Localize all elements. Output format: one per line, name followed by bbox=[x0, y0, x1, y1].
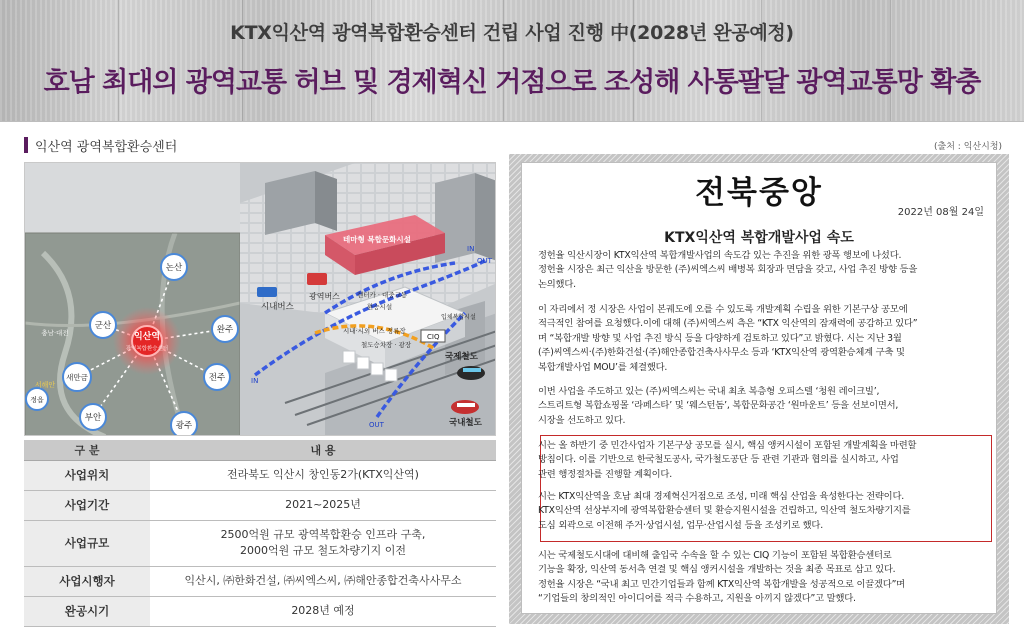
article-paragraph: 정헌율 익산시장이 KTX익산역 복합개발사업의 속도감 있는 추진을 위한 광폭 행보에 나섰다. 정헌율 시장은 최근 익산을 방문한 (주)씨엑스씨 배병복 회장과 면담을 갖고, 사업 추진 방향 등을 논의했다. bbox=[538, 250, 918, 290]
table-row bbox=[24, 566, 496, 596]
row-label: 사업기간 bbox=[24, 490, 150, 520]
city-label: 정읍 bbox=[30, 396, 44, 404]
article-paragraph: 이번 사업을 주도하고 있는 (주)씨엑스씨는 국내 최초 복층형 오피스텔 ‘청원 레이크빌’, 스트리트형 복합쇼핑몰 ‘라페스타’ 및 ‘웨스턴돔’, 복합문화공간 ‘원마운트’ 등을 선보이면서, 시장을 선도하고 있다. bbox=[538, 386, 899, 426]
diagram-label-facility: 테마형 복합문화시설 bbox=[343, 235, 411, 244]
article-date: 2022년 08월 24일 bbox=[897, 207, 984, 218]
banner-subtitle: KTX익산역 광역복합환승센터 건립 사업 진행 中(2028년 완공예정) bbox=[230, 22, 794, 44]
diagram-label-intl-rail: 국제철도 bbox=[445, 352, 478, 362]
row-value: 2021~2025년 bbox=[150, 490, 496, 520]
map-side-label: 서해안 bbox=[34, 381, 56, 389]
city-label: 전주 bbox=[208, 373, 226, 383]
diagram-label-in-left: IN bbox=[251, 377, 259, 385]
row-label: 사업시행자 bbox=[24, 566, 150, 596]
banner-title: 호남 최대의 광역교통 허브 및 경제혁신 거점으로 조성해 사통팔달 광역교통망 확충 bbox=[43, 67, 981, 98]
table-header-row bbox=[24, 440, 496, 460]
diagram-label-bus-stop: 시내·시외 버스 정류장 bbox=[343, 327, 406, 335]
diagram-label-ciq: CIQ bbox=[427, 333, 440, 341]
diagram-label-rail-plaza: 철도승차장 · 광장 bbox=[361, 341, 412, 349]
row-value: 익산시, ㈜한화건설, ㈜씨엑스씨, ㈜해안종합건축사사무소 bbox=[150, 566, 496, 596]
article-paragraph: 시는 국제철도시대에 대비해 출입국 수속을 할 수 있는 CIQ 기능이 포함된 복합환승센터로 기능을 확장, 익산역 동서측 연결 및 핵심 앵커시설을 개발하는 것을 최종 목표로 삼고 있다. 정헌율 시장은 “국내 최고 민간기업들과 함께 KTX익산역 복합개발을 성공적으로 이끌겠다”며 “기업들의 창의적인 아이디어를 적극 수용하고, 지원을 아끼지 않겠다”고 말했다. bbox=[538, 550, 905, 605]
map-center-sublabel: 광역복합환승센터 bbox=[125, 346, 169, 352]
table-row bbox=[24, 490, 496, 520]
city-label: 완주 bbox=[216, 325, 234, 335]
diagram-label-city-bus: 시내버스 bbox=[261, 302, 294, 312]
newspaper-name: 전북중앙 bbox=[695, 175, 823, 211]
city-label: 부안 bbox=[84, 413, 102, 423]
section-marker bbox=[24, 137, 28, 153]
table-row bbox=[24, 596, 496, 626]
article-paragraph-highlight: 시는 올 하반기 중 민간사업자 기본구상 공모를 실시, 핵심 앵커시설이 포함된 개발계획을 마련할 방침이다. 이를 기반으로 한국철도공사, 국가철도공단 등 관련 기관과 협의를 실시하고, 사업 관련 행정절차를 진행할 계획이다. bbox=[538, 440, 917, 480]
diagram-label-rental: 렌터카 · 대중교통 bbox=[357, 291, 408, 299]
table-header: 내 용 bbox=[150, 440, 496, 460]
section-title: 익산역 광역복합환승센터 bbox=[35, 139, 178, 155]
city-label: 광주 bbox=[175, 421, 193, 431]
diagram-label-domestic-rail: 국내철도 bbox=[449, 418, 482, 428]
diagram-label-in: IN bbox=[467, 245, 475, 253]
newspaper-clipping bbox=[521, 162, 997, 614]
row-value: 전라북도 익산시 창인동2가(KTX익산역) bbox=[150, 460, 496, 490]
row-value: 2028년 예정 bbox=[150, 596, 496, 626]
article-headline: KTX익산역 복합개발사업 속도 bbox=[664, 230, 854, 246]
table-row bbox=[24, 520, 496, 566]
diagram-label-out: OUT bbox=[477, 257, 492, 265]
section-heading bbox=[24, 136, 177, 154]
diagram-label-complex: 입체복합시설 bbox=[441, 314, 476, 321]
table-row bbox=[24, 460, 496, 490]
diagram-label-express-bus: 광역버스 bbox=[309, 292, 340, 301]
station-3d-diagram bbox=[240, 163, 496, 436]
city-label: 논산 bbox=[165, 263, 183, 273]
project-info-table bbox=[24, 440, 496, 627]
map-side-label: 충남·대전 bbox=[41, 329, 69, 337]
table-header: 구 분 bbox=[24, 440, 150, 460]
map-center-label: 익산역 bbox=[133, 332, 161, 342]
row-label: 사업규모 bbox=[24, 520, 150, 566]
row-label: 사업위치 bbox=[24, 460, 150, 490]
row-label: 완공시기 bbox=[24, 596, 150, 626]
diagram-label-transfer: 환승시설 bbox=[367, 303, 393, 311]
header-banner bbox=[0, 0, 1024, 122]
diagram-label-out-bottom: OUT bbox=[369, 421, 384, 429]
station-illustration bbox=[24, 162, 496, 436]
article-paragraph: 이 자리에서 정 시장은 사업이 본궤도에 오를 수 있도록 개발계획 수립을 위한 기본구상 공모에 적극적인 참여를 요청했다.이에 대해 (주)씨엑스씨 측은 “KTX 익산역의 잠재력에 공감하고 있다” 며 “복합개발 방향 및 사업 추진 방식 등을 다양하게 검토하고 있다”고 밝혔다. 시는 지난 3월 (주)씨엑스씨·(주)한화건설·(주)해안종합건축사사무소 등과 ‘KTX익산역 광역환승체계 구축 및 복합개발사업 MOU’를 체결했다. bbox=[538, 304, 918, 373]
article-paragraph-highlight: 시는 KTX익산역을 호남 최대 경제혁신거점으로 조성, 미래 핵심 산업을 육성한다는 전략이다. KTX익산역 선상부지에 광역복합환승센터 및 환승지원시설을 건립하고, 익산역 철도차량기지를 도심 외곽으로 이전해 주거·상업시설, 업무·산업시설 등을 조성키로 했다. bbox=[538, 491, 911, 531]
row-value: 2500억원 규모 광역복합환승 인프라 구축, 2000억원 규모 철도차량기지 이전 bbox=[150, 520, 496, 566]
illustration-svg bbox=[25, 163, 496, 436]
city-label: 새만금 bbox=[66, 373, 88, 382]
source-note: (출처 : 익산시청) bbox=[934, 142, 1002, 152]
city-label: 군산 bbox=[94, 321, 112, 331]
